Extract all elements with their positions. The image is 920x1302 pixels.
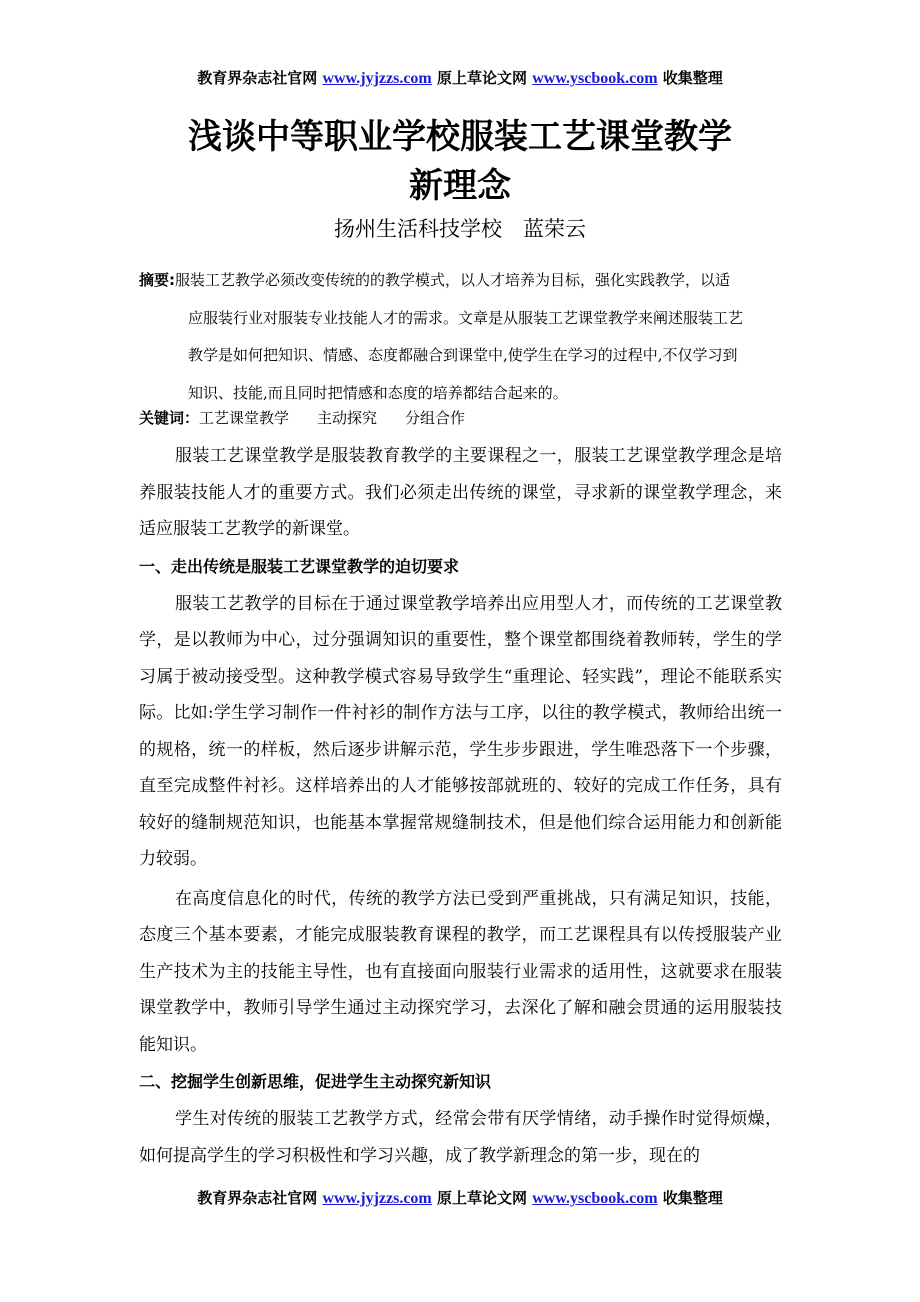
page-header	[0, 68, 920, 89]
footer-link-yscbook[interactable]: www.yscbook.com	[532, 1190, 658, 1207]
section-2-paragraph-1: 学生对传统的服装工艺教学方式，经常会带有厌学情绪，动手操作时觉得烦燥，如何提高学生的学习积极性和学习兴趣，成了教学新理念的第一步，现在的	[139, 1109, 782, 1166]
keywords	[139, 405, 493, 431]
footer-link-jyjzzs[interactable]: www.jyjzzs.com	[322, 1190, 432, 1207]
document-title-line-1: 浅谈中等职业学校服装工艺课堂教学	[188, 117, 732, 157]
header-text-3: 收集整理	[657, 69, 723, 87]
header-link-yscbook[interactable]: www.yscbook.com	[532, 70, 658, 87]
section-1-paragraph-2: 在高度信息化的时代，传统的教学方法已受到严重挑战，只有满足知识，技能，态度三个基本要素，才能完成服装教育课程的教学，而工艺课程具有以传授服装产业生产技术为主的技能主导性，也有直接面向服装行业需求的适用性，这就要求在服装课堂教学中，教师引导学生通过主动探究学习，去深化了解和融会贯通的运用服装技能知识。	[139, 888, 782, 1055]
author-line: 扬州生活科技学校 蓝荣云	[334, 217, 586, 241]
footer-text-3: 收集整理	[657, 1189, 723, 1207]
page-footer	[0, 1188, 920, 1209]
abstract-line-1: 服装工艺教学必须改变传统的的教学模式，以人才培养为目标，强化实践教学，以适	[175, 271, 731, 289]
section-1-paragraph-1: 服装工艺教学的目标在于通过课堂教学培养出应用型人才，而传统的工艺课堂教学，是以教师为中心，过分强调知识的重要性，整个课堂都围绕着教师转，学生的学习属于被动接受型。这种教学模式容易导致学生“重理论、轻实践”，理论不能联系实际。比如:学生学习制作一件衬衫的制作方法与工序，以往的教学模式，教师给出统一的规格，统一的样板，然后逐步讲解示范，学生步步跟进，学生唯恐落下一个步骤，直至完成整件衬衫。这样培养出的人才能够按部就班的、较好的完成工作任务，具有较好的缝制规范知识，也能基本掌握常规缝制技术，但是他们综合运用能力和创新能力较弱。	[139, 593, 782, 869]
intro-paragraph: 服装工艺课堂教学是服装教育教学的主要课程之一，服装工艺课堂教学理念是培养服装技能人才的重要方式。我们必须走出传统的课堂，寻求新的课堂教学理念，来适应服装工艺教学的新课堂。	[139, 446, 782, 539]
abstract-line-4: 知识、技能,而且同时把情感和态度的培养都结合起来的。	[188, 383, 568, 402]
footer-text-2: 原上草论文网	[431, 1189, 533, 1207]
section-heading-2: 二、挖掘学生创新思维，促进学生主动探究新知识	[139, 1072, 492, 1091]
keyword-item: 分组合作	[405, 409, 466, 427]
header-link-jyjzzs[interactable]: www.jyjzzs.com	[322, 70, 432, 87]
footer-text-1: 教育界杂志社官网	[197, 1189, 323, 1207]
keyword-item: 主动探究	[317, 409, 378, 427]
keyword-item: 工艺课堂教学	[199, 409, 290, 427]
section-heading-1: 一、走出传统是服装工艺课堂教学的迫切要求	[139, 556, 460, 576]
abstract-line-2: 应服装行业对服装专业技能人才的需求。文章是从服装工艺课堂教学来阐述服装工艺	[188, 308, 744, 327]
header-text-2: 原上草论文网	[431, 69, 533, 87]
abstract-line-3: 教学是如何把知识、情感、态度都融合到课堂中,使学生在学习的过程中,不仅学习到	[188, 346, 738, 364]
abstract	[139, 262, 784, 412]
document-title-line-2: 新理念	[409, 166, 511, 206]
header-text-1: 教育界杂志社官网	[197, 69, 323, 87]
body-text-block-1	[139, 438, 782, 1174]
abstract-label: 摘要:	[139, 271, 175, 289]
keywords-label: 关键词：	[139, 409, 200, 427]
